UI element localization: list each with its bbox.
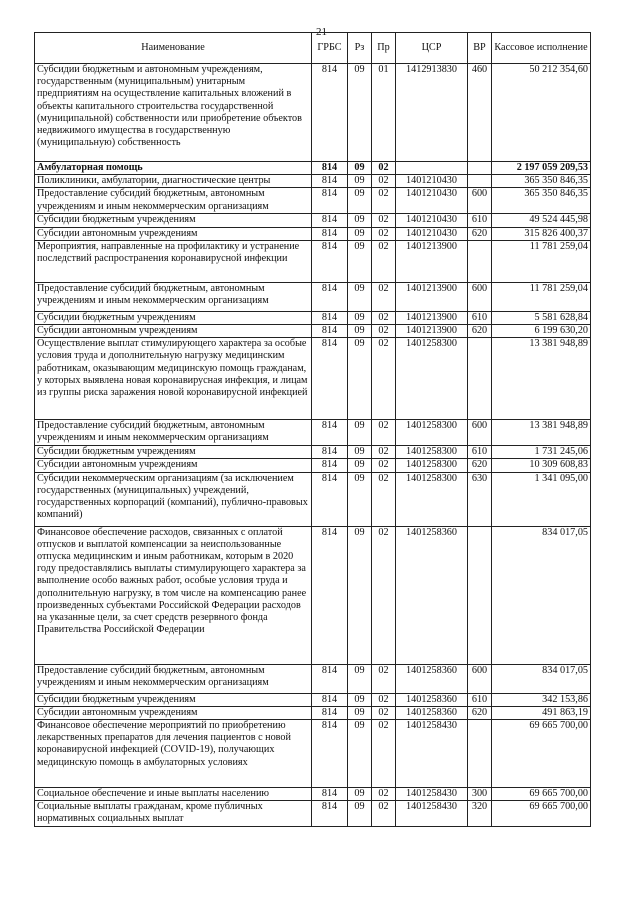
row-rz: 09 xyxy=(348,720,372,788)
row-vr: 620 xyxy=(468,706,492,719)
row-vr: 600 xyxy=(468,664,492,693)
row-vr: 610 xyxy=(468,446,492,459)
row-name: Субсидии автономным учреждениям xyxy=(35,459,312,472)
page-number: 21 xyxy=(316,26,327,38)
table-row xyxy=(35,459,591,472)
row-amount: 1 341 095,00 xyxy=(492,472,591,526)
row-grbs: 814 xyxy=(312,311,348,324)
row-vr: 620 xyxy=(468,325,492,338)
row-vr: 620 xyxy=(468,227,492,240)
row-pr: 02 xyxy=(372,788,396,801)
row-rz: 09 xyxy=(348,282,372,311)
row-name: Поликлиники, амбулатории, диагностические центры xyxy=(35,175,312,188)
row-pr: 02 xyxy=(372,801,396,827)
budget-execution-table xyxy=(34,32,591,827)
row-amount: 50 212 354,60 xyxy=(492,64,591,162)
row-csr: 1401258360 xyxy=(396,693,468,706)
row-amount: 2 197 059 209,53 xyxy=(492,162,591,175)
table-row xyxy=(35,64,591,162)
row-rz: 09 xyxy=(348,664,372,693)
row-grbs: 814 xyxy=(312,706,348,719)
row-pr: 02 xyxy=(372,472,396,526)
row-name: Финансовое обеспечение мероприятий по приобретению лекарственных препаратов для лечения пациентов с новой коронавирусной инфекцией (COVID-19), получающих медицинскую помощь в амбулаторных условиях xyxy=(35,720,312,788)
row-csr: 1412913830 xyxy=(396,64,468,162)
row-amount: 11 781 259,04 xyxy=(492,240,591,282)
table-row xyxy=(35,472,591,526)
row-pr: 02 xyxy=(372,325,396,338)
row-pr: 02 xyxy=(372,188,396,214)
row-grbs: 814 xyxy=(312,188,348,214)
row-name: Мероприятия, направленные на профилактику и устранение последствий распространения коронавирусной инфекции xyxy=(35,240,312,282)
row-rz: 09 xyxy=(348,526,372,664)
table-row xyxy=(35,446,591,459)
row-vr: 300 xyxy=(468,788,492,801)
row-amount: 1 731 245,06 xyxy=(492,446,591,459)
row-amount: 6 199 630,20 xyxy=(492,325,591,338)
row-rz: 09 xyxy=(348,227,372,240)
row-name: Предоставление субсидий бюджетным, автономным учреждениям и иным некоммерческим организациям xyxy=(35,664,312,693)
header-pr: Пр xyxy=(372,33,396,64)
row-grbs: 814 xyxy=(312,459,348,472)
row-csr: 1401258300 xyxy=(396,338,468,420)
table-row xyxy=(35,664,591,693)
row-name: Субсидии некоммерческим организациям (за исключением государственных (муниципальных) учреждений, государственных корпораций (компаний), публично-правовых компаний) xyxy=(35,472,312,526)
row-vr: 610 xyxy=(468,311,492,324)
table-row xyxy=(35,188,591,214)
header-csr: ЦСР xyxy=(396,33,468,64)
row-pr: 02 xyxy=(372,311,396,324)
row-amount: 315 826 400,37 xyxy=(492,227,591,240)
row-vr: 600 xyxy=(468,420,492,446)
row-amount: 365 350 846,35 xyxy=(492,188,591,214)
row-name: Социальное обеспечение и иные выплаты населению xyxy=(35,788,312,801)
row-amount: 13 381 948,89 xyxy=(492,420,591,446)
row-grbs: 814 xyxy=(312,801,348,827)
row-rz: 09 xyxy=(348,472,372,526)
row-pr: 02 xyxy=(372,227,396,240)
row-pr: 02 xyxy=(372,175,396,188)
header-grbs: ГРБС xyxy=(312,33,348,64)
row-csr: 1401210430 xyxy=(396,227,468,240)
row-csr: 1401258300 xyxy=(396,446,468,459)
table-row xyxy=(35,175,591,188)
row-name: Предоставление субсидий бюджетным, автономным учреждениям и иным некоммерческим организациям xyxy=(35,420,312,446)
row-amount: 342 153,86 xyxy=(492,693,591,706)
row-csr: 1401258430 xyxy=(396,788,468,801)
table-row xyxy=(35,526,591,664)
row-vr: 460 xyxy=(468,64,492,162)
row-grbs: 814 xyxy=(312,693,348,706)
row-name: Осуществление выплат стимулирующего характера за особые условия труда и дополнительную нагрузку медицинским работникам, оказывающим медицинскую помощь гражданам, у которых выявлена новая коронавирусная инфекция, и лицам из группы риска заражения новой коронавирусной инфекцией xyxy=(35,338,312,420)
row-csr: 1401213900 xyxy=(396,282,468,311)
row-amount: 365 350 846,35 xyxy=(492,175,591,188)
row-rz: 09 xyxy=(348,446,372,459)
row-csr: 1401210430 xyxy=(396,188,468,214)
table-row xyxy=(35,282,591,311)
row-vr: 610 xyxy=(468,693,492,706)
row-grbs: 814 xyxy=(312,214,348,227)
row-pr: 02 xyxy=(372,282,396,311)
row-csr: 1401258300 xyxy=(396,472,468,526)
table-row xyxy=(35,338,591,420)
row-pr: 02 xyxy=(372,214,396,227)
row-rz: 09 xyxy=(348,175,372,188)
table-row xyxy=(35,788,591,801)
row-vr: 630 xyxy=(468,472,492,526)
row-amount: 69 665 700,00 xyxy=(492,720,591,788)
row-name: Субсидии автономным учреждениям xyxy=(35,227,312,240)
header-name: Наименование xyxy=(35,33,312,64)
row-csr xyxy=(396,162,468,175)
row-rz: 09 xyxy=(348,64,372,162)
table-row xyxy=(35,162,591,175)
row-name: Социальные выплаты гражданам, кроме публичных нормативных социальных выплат xyxy=(35,801,312,827)
row-name: Субсидии автономным учреждениям xyxy=(35,325,312,338)
row-pr: 02 xyxy=(372,664,396,693)
row-vr: 610 xyxy=(468,214,492,227)
row-amount: 10 309 608,83 xyxy=(492,459,591,472)
row-rz: 09 xyxy=(348,325,372,338)
row-amount: 491 863,19 xyxy=(492,706,591,719)
row-pr: 02 xyxy=(372,420,396,446)
row-amount: 13 381 948,89 xyxy=(492,338,591,420)
row-amount: 69 665 700,00 xyxy=(492,801,591,827)
table-row xyxy=(35,227,591,240)
row-vr xyxy=(468,338,492,420)
row-csr: 1401258300 xyxy=(396,420,468,446)
row-vr: 320 xyxy=(468,801,492,827)
row-pr: 02 xyxy=(372,526,396,664)
row-name: Предоставление субсидий бюджетным, автономным учреждениям и иным некоммерческим организациям xyxy=(35,282,312,311)
row-rz: 09 xyxy=(348,788,372,801)
row-name: Субсидии бюджетным учреждениям xyxy=(35,214,312,227)
header-amount: Кассовое исполнение xyxy=(492,33,591,64)
row-grbs: 814 xyxy=(312,720,348,788)
row-grbs: 814 xyxy=(312,788,348,801)
row-vr xyxy=(468,175,492,188)
row-vr xyxy=(468,526,492,664)
row-csr: 1401258430 xyxy=(396,801,468,827)
row-rz: 09 xyxy=(348,311,372,324)
row-grbs: 814 xyxy=(312,338,348,420)
table-row xyxy=(35,420,591,446)
row-csr: 1401258360 xyxy=(396,526,468,664)
row-name: Субсидии бюджетным учреждениям xyxy=(35,311,312,324)
header-vr: ВР xyxy=(468,33,492,64)
table-header-row xyxy=(35,33,591,64)
row-amount: 69 665 700,00 xyxy=(492,788,591,801)
row-pr: 01 xyxy=(372,64,396,162)
row-csr: 1401213900 xyxy=(396,325,468,338)
row-grbs: 814 xyxy=(312,472,348,526)
row-csr: 1401213900 xyxy=(396,311,468,324)
row-csr: 1401210430 xyxy=(396,175,468,188)
row-grbs: 814 xyxy=(312,664,348,693)
row-pr: 02 xyxy=(372,459,396,472)
row-rz: 09 xyxy=(348,188,372,214)
row-pr: 02 xyxy=(372,706,396,719)
row-amount: 5 581 628,84 xyxy=(492,311,591,324)
table-row xyxy=(35,693,591,706)
table-row xyxy=(35,801,591,827)
row-pr: 02 xyxy=(372,720,396,788)
row-csr: 1401258430 xyxy=(396,720,468,788)
row-pr: 02 xyxy=(372,240,396,282)
row-amount: 11 781 259,04 xyxy=(492,282,591,311)
row-rz: 09 xyxy=(348,801,372,827)
row-amount: 834 017,05 xyxy=(492,526,591,664)
row-rz: 09 xyxy=(348,240,372,282)
row-vr: 620 xyxy=(468,459,492,472)
row-name: Амбулаторная помощь xyxy=(35,162,312,175)
row-rz: 09 xyxy=(348,338,372,420)
row-csr: 1401258300 xyxy=(396,459,468,472)
table-row xyxy=(35,311,591,324)
row-amount: 834 017,05 xyxy=(492,664,591,693)
row-grbs: 814 xyxy=(312,162,348,175)
row-grbs: 814 xyxy=(312,64,348,162)
row-name: Финансовое обеспечение расходов, связанных с оплатой отпусков и выплатой компенсации за неиспользованные отпуска медицинским и иным работникам, которым в 2020 году предоставлялись выплаты стимулирующего характера за выполнение особо важных работ, особые условия труда и дополнительную нагрузку, в том числе на компенсацию ранее произведенных субъектами Российской Федерации расходов на указанные цели, за счет средств резервного фонда Правительства Российской Федерации xyxy=(35,526,312,664)
row-rz: 09 xyxy=(348,214,372,227)
row-name: Субсидии бюджетным и автономным учреждениям, государственным (муниципальным) унитарным предприятиям на осуществление капитальных вложений в объекты капитального строительства государственной (муниципальной) собственности или приобретение объектов недвижимого имущества в государственную (муниципальную) собственность xyxy=(35,64,312,162)
table-row xyxy=(35,240,591,282)
row-rz: 09 xyxy=(348,706,372,719)
row-name: Предоставление субсидий бюджетным, автономным учреждениям и иным некоммерческим организациям xyxy=(35,188,312,214)
row-rz: 09 xyxy=(348,693,372,706)
table-row xyxy=(35,214,591,227)
row-vr: 600 xyxy=(468,282,492,311)
row-rz: 09 xyxy=(348,459,372,472)
row-grbs: 814 xyxy=(312,227,348,240)
row-name: Субсидии автономным учреждениям xyxy=(35,706,312,719)
row-amount: 49 524 445,98 xyxy=(492,214,591,227)
row-pr: 02 xyxy=(372,338,396,420)
row-grbs: 814 xyxy=(312,420,348,446)
row-vr: 600 xyxy=(468,188,492,214)
row-name: Субсидии бюджетным учреждениям xyxy=(35,446,312,459)
row-rz: 09 xyxy=(348,420,372,446)
row-grbs: 814 xyxy=(312,526,348,664)
row-pr: 02 xyxy=(372,693,396,706)
row-grbs: 814 xyxy=(312,446,348,459)
row-grbs: 814 xyxy=(312,282,348,311)
row-rz: 09 xyxy=(348,162,372,175)
row-vr xyxy=(468,162,492,175)
row-grbs: 814 xyxy=(312,325,348,338)
row-pr: 02 xyxy=(372,446,396,459)
row-csr: 1401258360 xyxy=(396,706,468,719)
row-vr xyxy=(468,720,492,788)
row-vr xyxy=(468,240,492,282)
row-name: Субсидии бюджетным учреждениям xyxy=(35,693,312,706)
table-row xyxy=(35,720,591,788)
row-grbs: 814 xyxy=(312,240,348,282)
table-row xyxy=(35,706,591,719)
row-csr: 1401258360 xyxy=(396,664,468,693)
table-row xyxy=(35,325,591,338)
row-csr: 1401213900 xyxy=(396,240,468,282)
row-csr: 1401210430 xyxy=(396,214,468,227)
row-grbs: 814 xyxy=(312,175,348,188)
row-pr: 02 xyxy=(372,162,396,175)
header-rz: Рз xyxy=(348,33,372,64)
